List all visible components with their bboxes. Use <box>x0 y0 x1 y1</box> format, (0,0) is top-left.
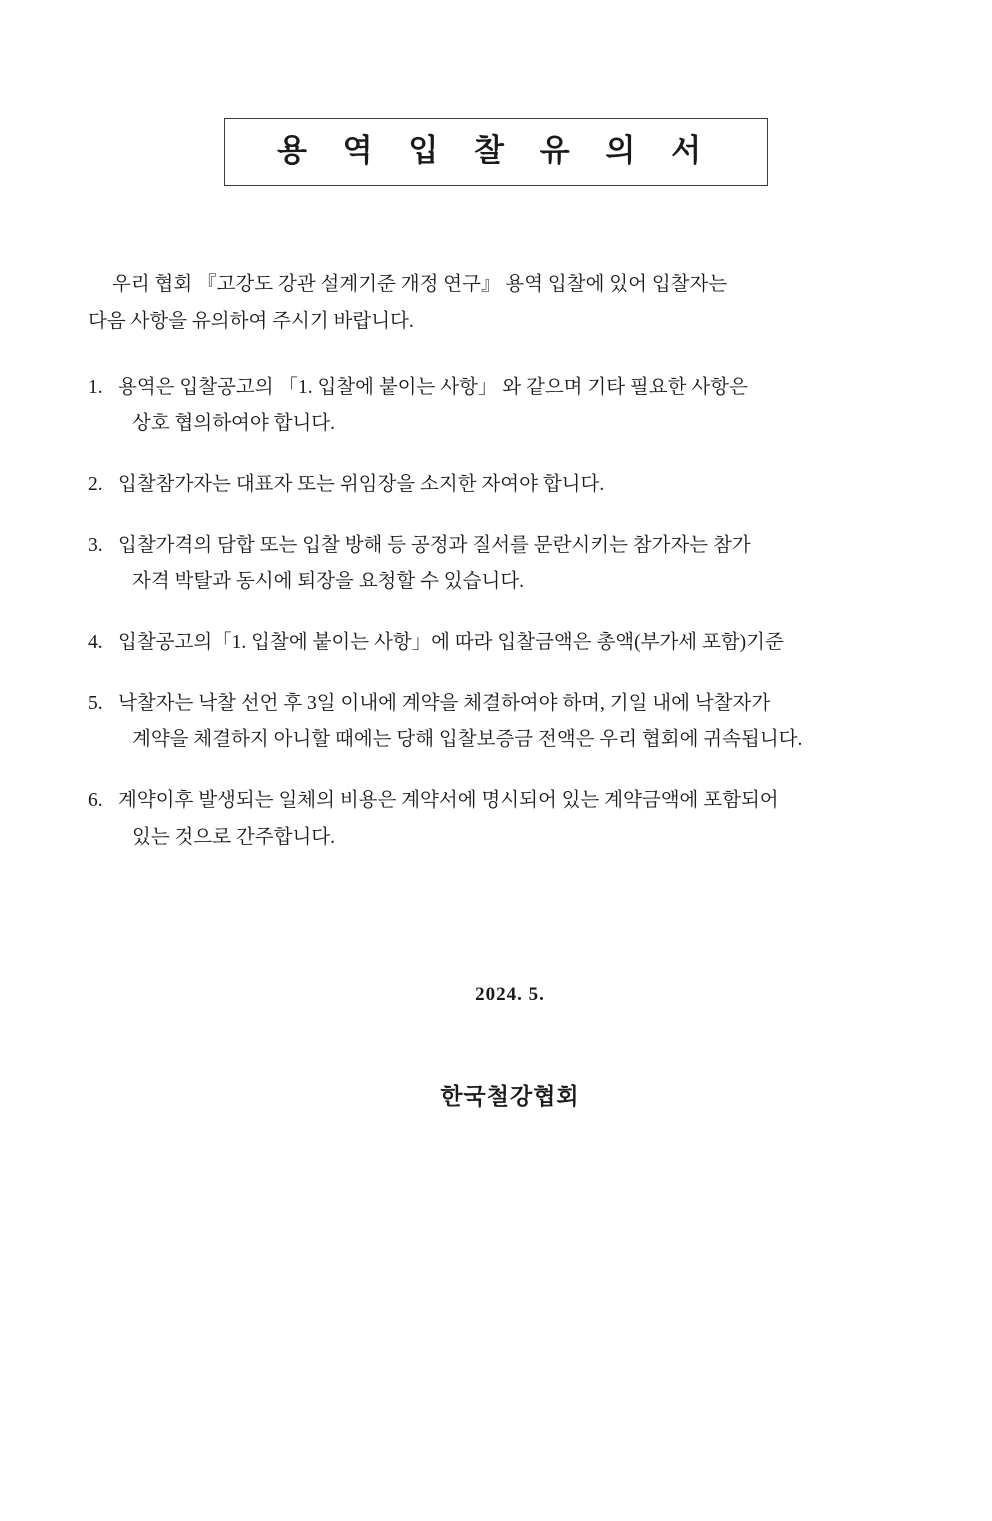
list-item-text <box>118 783 932 856</box>
list-item-number: 6. <box>88 789 103 811</box>
list-item-text <box>118 528 932 601</box>
list-item-line: 계약이후 발생되는 일체의 비용은 계약서에 명시되어 있는 계약금액에 포함되어 <box>118 789 779 811</box>
page-title: 용 역 입 찰 유 의 서 <box>276 133 716 168</box>
list-item <box>88 467 932 504</box>
list-item-line: 낙찰자는 낙찰 선언 후 3일 이내에 계약을 체결하여야 하며, 기일 내에 낙찰자가 <box>118 692 771 714</box>
title-container <box>0 118 992 186</box>
list-item <box>88 783 932 856</box>
document-body <box>0 266 992 1112</box>
title-box <box>224 118 768 186</box>
list-item-line: 상호 협의하여야 합니다. <box>132 413 335 435</box>
notice-list <box>88 370 932 857</box>
document-date: 2024. 5. <box>475 984 545 1006</box>
list-item-line: 용역은 입찰공고의 「1. 입찰에 붙이는 사항」 와 같으며 기타 필요한 사항은 <box>118 376 748 398</box>
list-item-text <box>118 686 932 759</box>
list-item-number: 1. <box>88 376 103 398</box>
list-item-number: 3. <box>88 534 103 556</box>
list-item-line: 입찰가격의 담합 또는 입찰 방해 등 공정과 질서를 문란시키는 참가자는 참가 <box>118 534 751 556</box>
list-item-line: 계약을 체결하지 아니할 때에는 당해 입찰보증금 전액은 우리 협회에 귀속됩니다. <box>132 729 803 751</box>
list-item-text <box>118 370 932 443</box>
list-item <box>88 686 932 759</box>
list-item-number: 4. <box>88 632 103 654</box>
intro-line-1: 우리 협회 『고강도 강관 설계기준 개정 연구』 용역 입찰에 있어 입찰자는 <box>112 273 728 295</box>
list-item-line: 입찰공고의「1. 입찰에 붙이는 사항」에 따라 입찰금액은 총액(부가세 포함)기준 <box>118 632 784 654</box>
list-item-line: 있는 것으로 간주합니다. <box>132 826 335 848</box>
list-item <box>88 625 932 662</box>
list-item-text <box>118 625 932 662</box>
list-item-line: 입찰참가자는 대표자 또는 위임장을 소지한 자여야 합니다. <box>118 474 605 496</box>
list-item <box>88 370 932 443</box>
list-item <box>88 528 932 601</box>
intro-line-2: 다음 사항을 유의하여 주시기 바랍니다. <box>88 310 414 332</box>
list-item-number: 5. <box>88 692 103 714</box>
list-item-line: 자격 박탈과 동시에 퇴장을 요청할 수 있습니다. <box>132 571 525 593</box>
list-item-text <box>118 467 932 504</box>
organization-name: 한국철강협회 <box>440 1084 580 1110</box>
document-page <box>0 118 992 1521</box>
list-item-number: 2. <box>88 474 103 496</box>
intro-paragraph <box>88 266 932 340</box>
